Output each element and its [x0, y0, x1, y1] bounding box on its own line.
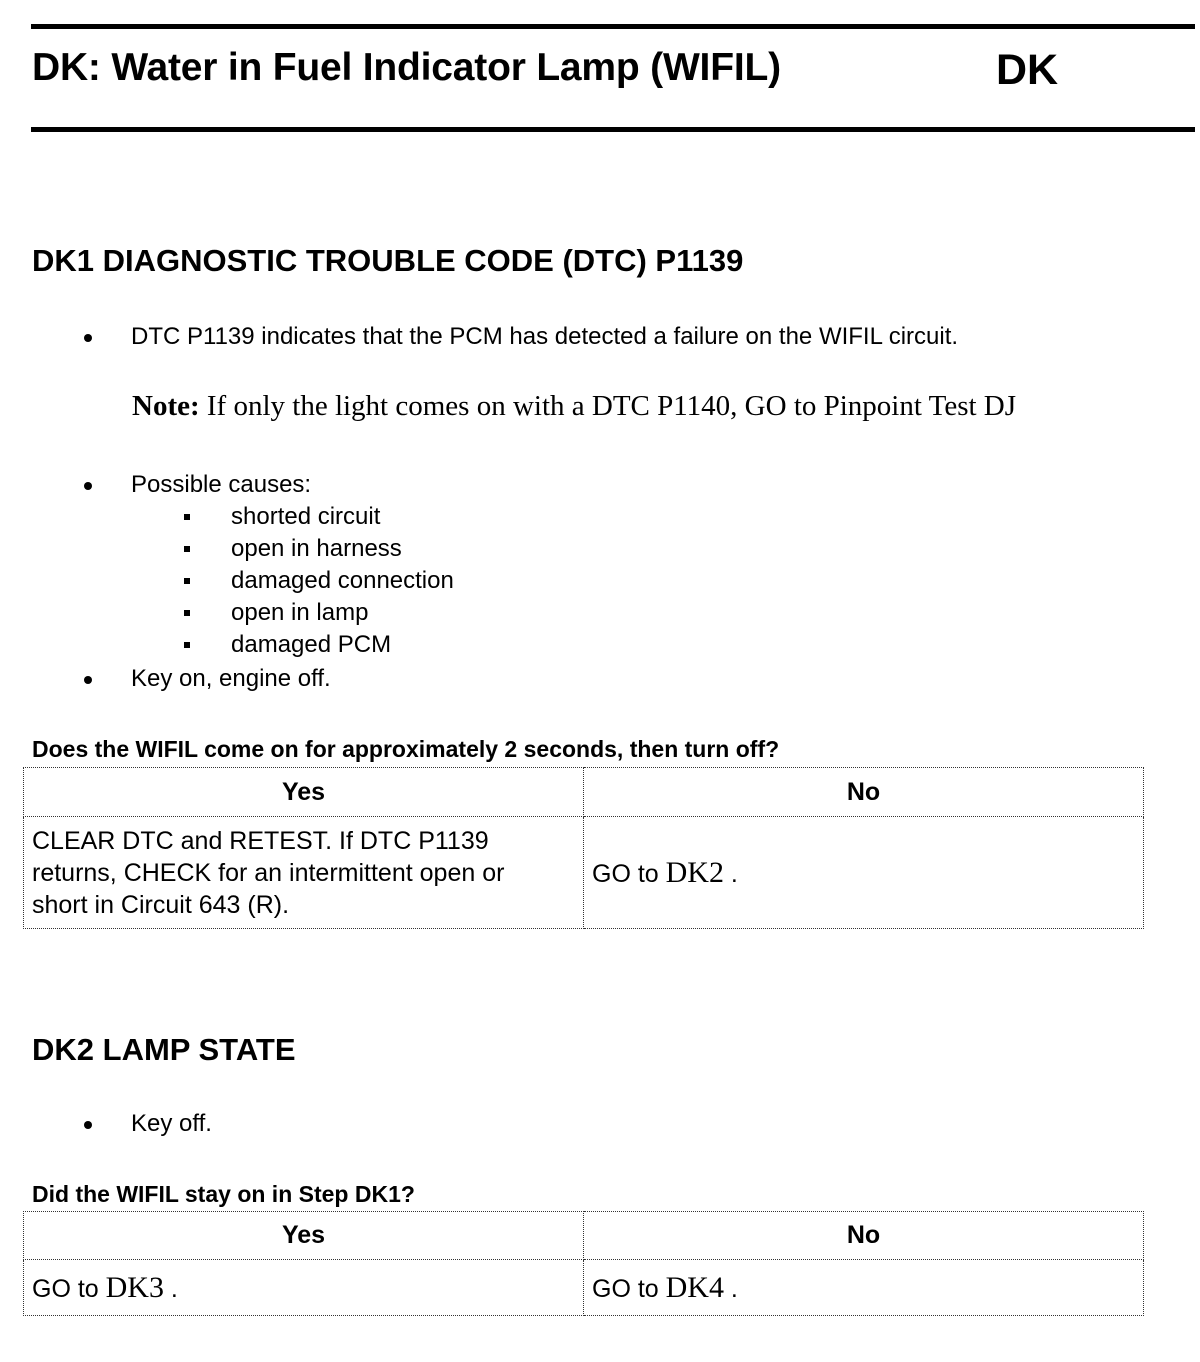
bullet-icon — [84, 676, 92, 684]
bullet-icon — [84, 334, 92, 342]
go-to-label: GO to — [592, 1274, 666, 1303]
section-code: DK — [996, 46, 1059, 94]
header-bottom-rule — [31, 127, 1195, 132]
cause-item: shorted circuit — [231, 503, 381, 530]
no-column-header: No — [584, 1212, 1144, 1260]
dk2-heading: DK2 LAMP STATE — [32, 1032, 296, 1067]
dk1-question: Does the WIFIL come on for approximately 2 seconds, then turn off? — [32, 736, 780, 762]
square-bullet-icon — [184, 642, 190, 648]
go-to-label: GO to — [592, 859, 666, 888]
dk1-result-table — [23, 767, 1144, 929]
dk1-bullet-dtc: DTC P1139 indicates that the PCM has detected a failure on the WIFIL circuit. — [131, 323, 959, 350]
dk2-link[interactable]: DK2 — [665, 855, 724, 889]
yes-cell-line: returns, CHECK for an intermittent open or — [32, 858, 505, 887]
dk1-note — [132, 390, 1016, 423]
yes-column-header: Yes — [24, 768, 584, 817]
yes-column-header: Yes — [24, 1212, 584, 1260]
square-bullet-icon — [184, 514, 190, 520]
page-title: DK: Water in Fuel Indicator Lamp (WIFIL) — [32, 46, 781, 89]
square-bullet-icon — [184, 546, 190, 552]
yes-cell-line: CLEAR DTC and RETEST. If DTC P1139 — [32, 826, 489, 855]
dk2-bullet-key-off: Key off. — [131, 1110, 212, 1137]
note-label: Note: — [132, 390, 200, 422]
no-column-header: No — [584, 768, 1144, 817]
dk1-heading: DK1 DIAGNOSTIC TROUBLE CODE (DTC) P1139 — [32, 243, 744, 278]
go-to-label: GO to — [32, 1274, 106, 1303]
dk2-question: Did the WIFIL stay on in Step DK1? — [32, 1181, 415, 1207]
dk2-no-cell — [584, 1260, 1144, 1316]
period: . — [163, 1274, 178, 1303]
bullet-icon — [84, 482, 92, 490]
dk1-no-cell — [584, 817, 1144, 929]
bullet-icon — [84, 1121, 92, 1129]
square-bullet-icon — [184, 578, 190, 584]
yes-cell-line: short in Circuit 643 (R). — [32, 890, 290, 919]
cause-item: open in lamp — [231, 599, 369, 626]
header-top-rule — [31, 24, 1195, 29]
period: . — [723, 1274, 738, 1303]
dk1-bullet-key-on: Key on, engine off. — [131, 665, 331, 692]
dk4-link[interactable]: DK4 — [665, 1270, 724, 1304]
cause-item: open in harness — [231, 535, 402, 562]
dk2-result-table — [23, 1211, 1144, 1316]
square-bullet-icon — [184, 610, 190, 616]
cause-item: damaged connection — [231, 567, 454, 594]
dk3-link[interactable]: DK3 — [105, 1270, 164, 1304]
note-text: If only the light comes on with a DTC P1140, GO to Pinpoint Test DJ — [199, 390, 1017, 422]
cause-item: damaged PCM — [231, 631, 392, 658]
dk1-bullet-causes: Possible causes: — [131, 471, 312, 498]
dk2-yes-cell — [24, 1260, 584, 1316]
period: . — [723, 859, 738, 888]
dk1-yes-cell — [24, 817, 584, 929]
